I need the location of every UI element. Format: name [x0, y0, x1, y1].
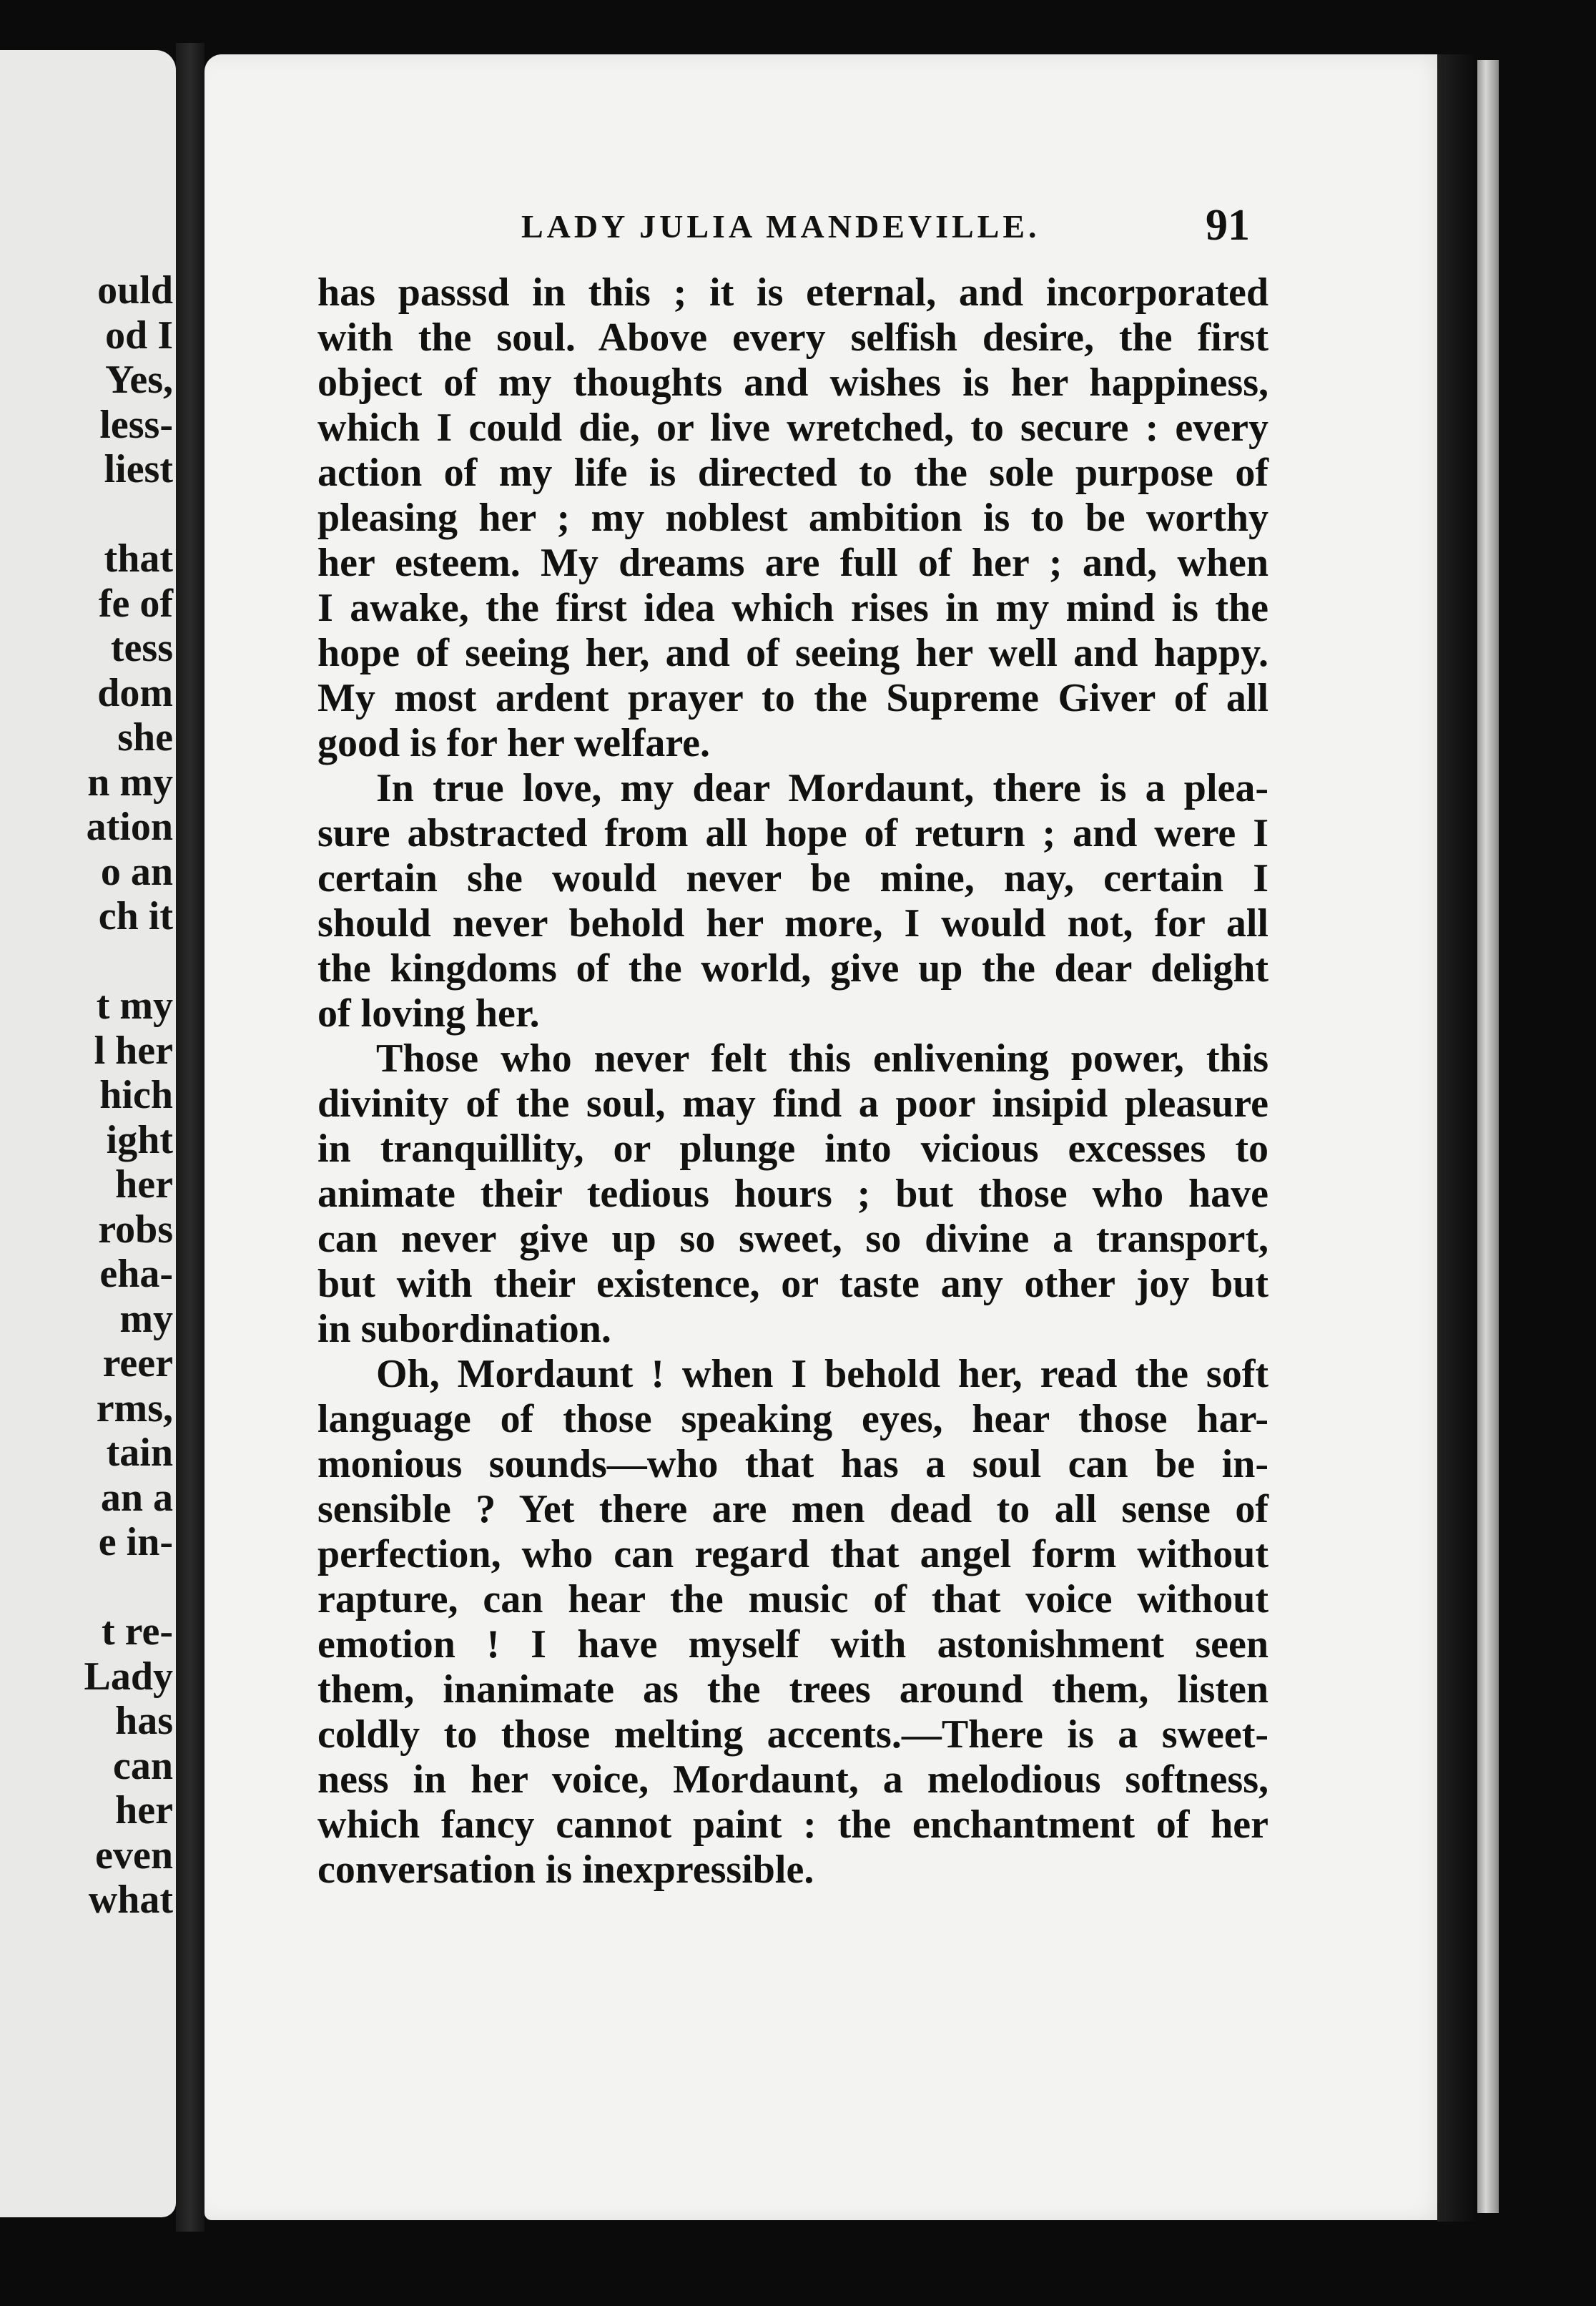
- text-line: monious sounds—who that has a soul can be in-: [317, 1442, 1269, 1486]
- facing-page-line-end: rms,: [96, 1385, 173, 1431]
- text-line: which fancy cannot paint : the enchantment of her: [317, 1802, 1269, 1847]
- text-line: certain she would never be mine, nay, certain I: [317, 856, 1269, 901]
- text-line: Oh, Mordaunt ! when I behold her, read the soft: [376, 1352, 1269, 1396]
- facing-page-line-end: ight: [106, 1117, 173, 1162]
- paragraph: [317, 1036, 1269, 1352]
- text-line: hope of seeing her, and of seeing her well and happy.: [317, 631, 1269, 675]
- text-line: has passsd in this ; it is eternal, and incorporated: [317, 270, 1269, 315]
- facing-page-line-end: t re-: [102, 1609, 173, 1654]
- facing-page-line-end: reer: [102, 1341, 173, 1385]
- text-line: perfection, who can regard that angel form without: [317, 1532, 1269, 1576]
- facing-page-line-end: robs: [98, 1207, 173, 1252]
- text-line: Those who never felt this enlivening power, this: [376, 1036, 1269, 1081]
- facing-page-line-end: what: [88, 1878, 173, 1922]
- text-line: animate their tedious hours ; but those who have: [317, 1172, 1269, 1216]
- facing-page-line-end: [84, 1565, 174, 1610]
- page-body-text: [317, 270, 1269, 1893]
- facing-page-line-end: my: [119, 1296, 173, 1341]
- text-line: divinity of the soul, may find a poor insipid pleasure: [317, 1081, 1269, 1126]
- text-line: sure abstracted from all hope of return ; and were I: [317, 811, 1269, 855]
- text-line: sensible ? Yet there are men dead to all sense of: [317, 1487, 1269, 1531]
- facing-page-line-end: ch it: [98, 894, 173, 938]
- facing-page-line-end: tess: [110, 626, 173, 670]
- facing-page-line-end: has: [115, 1699, 173, 1743]
- facing-page-line-end: hich: [99, 1073, 173, 1117]
- facing-page-line-end: less-: [99, 402, 173, 447]
- text-line: which I could die, or live wretched, to secure : every: [317, 406, 1269, 450]
- text-line: conversation is inexpressible.: [317, 1848, 814, 1892]
- page-edge-shadow: [1437, 54, 1477, 2222]
- text-line: in subordination.: [317, 1307, 611, 1351]
- text-line: with the soul. Above every selfish desire, the first: [317, 315, 1269, 360]
- text-line: ness in her voice, Mordaunt, a melodious softness,: [317, 1757, 1269, 1802]
- paragraph: [317, 766, 1269, 1036]
- text-line: coldly to those melting accents.—There is a sweet-: [317, 1712, 1269, 1757]
- facing-page-line-end: od I: [105, 313, 173, 358]
- page-header: [317, 200, 1261, 257]
- facing-page-line-end: Yes,: [105, 358, 173, 402]
- facing-page-line-end: tain: [106, 1431, 173, 1475]
- facing-page-line-end: l her: [94, 1028, 173, 1073]
- text-line: the kingdoms of the world, give up the dear delight: [317, 946, 1269, 991]
- page-number: 91: [1206, 201, 1250, 250]
- facing-page-line-end: that: [104, 536, 173, 581]
- text-line: them, inanimate as the trees around them, listen: [317, 1667, 1269, 1712]
- facing-page-line-end: liest: [104, 447, 173, 491]
- paragraph: [317, 270, 1269, 766]
- text-line: can never give up so sweet, so divine a transport,: [317, 1217, 1269, 1261]
- text-line: My most ardent prayer to the Supreme Giver of all: [317, 676, 1269, 720]
- text-line: In true love, my dear Mordaunt, there is a plea-: [376, 766, 1269, 810]
- text-line: of loving her.: [317, 991, 540, 1036]
- text-line: but with their existence, or taste any other joy but: [317, 1262, 1269, 1306]
- facing-page-line-end: t my: [96, 983, 173, 1028]
- facing-page-line-end: can: [113, 1743, 173, 1788]
- facing-page-line-end: ation: [86, 805, 173, 849]
- facing-page-line-end: Lady: [84, 1654, 173, 1699]
- text-line: object of my thoughts and wishes is her happiness,: [317, 360, 1269, 405]
- running-title: LADY JULIA MANDEVILLE.: [521, 208, 1040, 245]
- text-line: language of those speaking eyes, hear those har-: [317, 1397, 1269, 1441]
- facing-page-line-end: her: [115, 1162, 173, 1207]
- facing-page-line-end: ould: [97, 268, 173, 313]
- text-line: in tranquillity, or plunge into vicious excesses to: [317, 1127, 1269, 1171]
- text-line: action of my life is directed to the sole purpose of: [317, 451, 1269, 495]
- facing-page-line-end: fe of: [98, 581, 173, 626]
- paragraph: [317, 1352, 1269, 1893]
- text-line: good is for her welfare.: [317, 721, 711, 765]
- facing-page-line-end: eha-: [99, 1252, 173, 1296]
- text-line: should never behold her more, I would not, for all: [317, 901, 1269, 946]
- facing-page-line-ends: [84, 268, 174, 1923]
- facing-page-line-end: an a: [100, 1475, 173, 1520]
- facing-page-line-end: e in-: [98, 1520, 173, 1564]
- text-line: pleasing her ; my noblest ambition is to be worthy: [317, 496, 1269, 540]
- text-line: I awake, the first idea which rises in my mind is the: [317, 586, 1269, 630]
- facing-page-left: [0, 50, 176, 2217]
- facing-page-line-end: [84, 939, 174, 984]
- text-line: rapture, can hear the music of that voice without: [317, 1577, 1269, 1621]
- text-line: her esteem. My dreams are full of her ; and, when: [317, 541, 1269, 585]
- facing-page-line-end: dom: [97, 670, 173, 715]
- book-cover-edge: [1477, 60, 1499, 2213]
- book-gutter: [176, 43, 205, 2232]
- facing-page-line-end: she: [117, 715, 173, 760]
- facing-page-line-end: [84, 492, 174, 537]
- text-line: emotion ! I have myself with astonishment seen: [317, 1622, 1269, 1667]
- facing-page-line-end: o an: [100, 849, 173, 894]
- facing-page-line-end: her: [115, 1788, 173, 1832]
- facing-page-line-end: n my: [87, 760, 173, 805]
- facing-page-line-end: even: [95, 1832, 173, 1878]
